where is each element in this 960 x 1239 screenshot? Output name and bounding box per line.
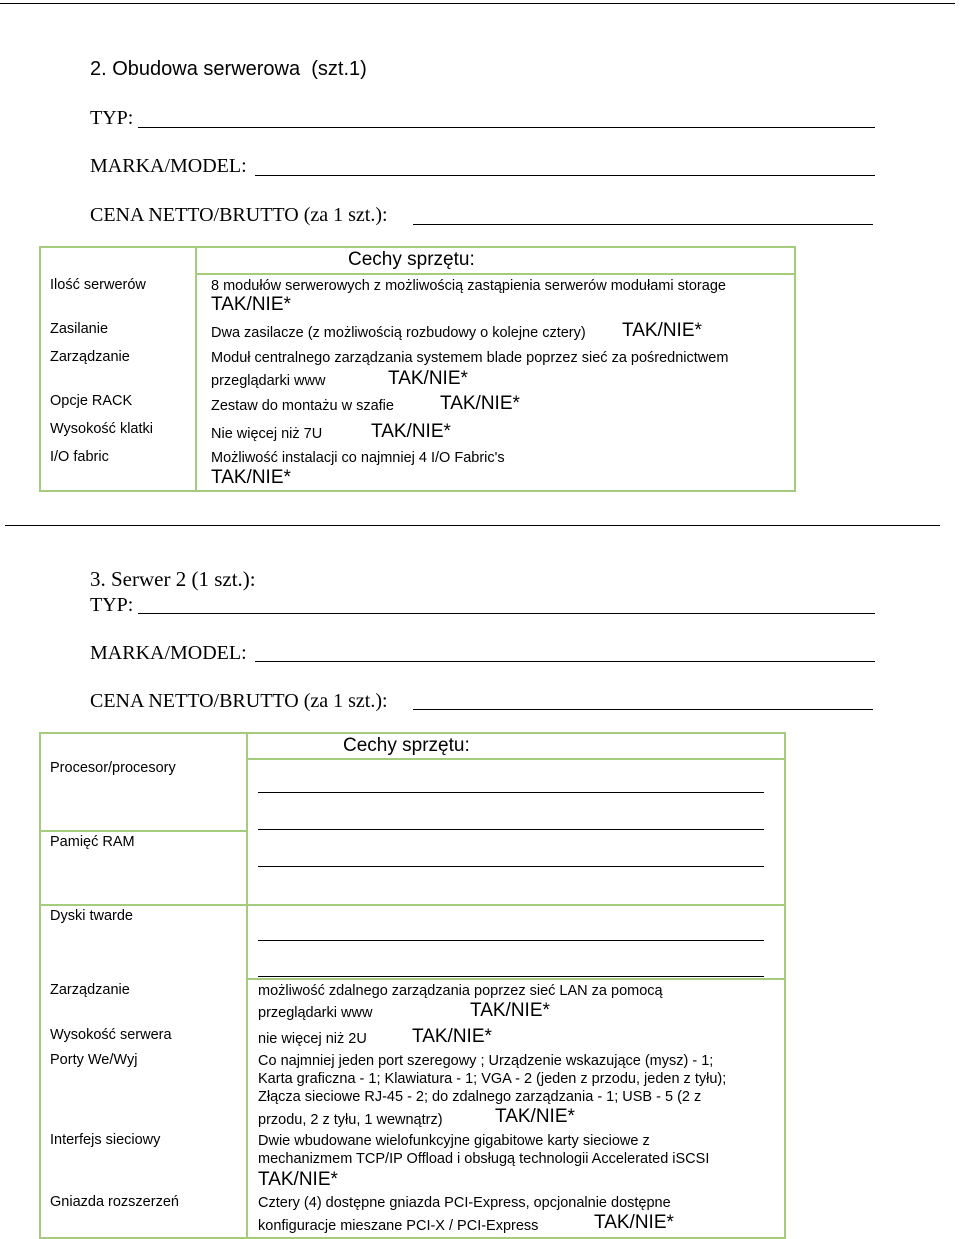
tak-nie: TAK/NIE*: [495, 1106, 575, 1127]
row-text: przeglądarki www: [211, 373, 326, 389]
row-text: Dwa zasilacze (z możliwością rozbudowy o kolejne cztery): [211, 325, 586, 341]
row-label: Zarządzanie: [50, 349, 130, 365]
marka-field[interactable]: [255, 661, 875, 662]
row-label: Procesor/procesory: [50, 760, 176, 776]
marka-label: MARKA/MODEL:: [90, 642, 247, 664]
row-text: przodu, 2 z tyłu, 1 wewnątrz): [258, 1112, 443, 1128]
row-label: Interfejs sieciowy: [50, 1132, 161, 1148]
row-label: Pamięć RAM: [50, 834, 135, 850]
row-label: Wysokość serwera: [50, 1027, 172, 1043]
row-text: Zestaw do montażu w szafie: [211, 398, 394, 414]
table-divider: [39, 904, 786, 906]
row-text: nie więcej niż 2U: [258, 1031, 367, 1047]
section2-heading: 2. Obudowa serwerowa (szt.1): [90, 58, 367, 80]
row-text: Co najmniej jeden port szeregowy ; Urządzenie wskazujące (mysz) - 1;: [258, 1053, 714, 1069]
answer-line[interactable]: [258, 866, 764, 867]
row-text: Złącza sieciowe RJ-45 - 2; do zdalnego zarządzania - 1; USB - 5 (2 z: [258, 1089, 702, 1105]
table-divider: [246, 978, 786, 980]
tak-nie: TAK/NIE*: [412, 1026, 492, 1047]
cena-field[interactable]: [413, 709, 873, 710]
typ-field[interactable]: [138, 127, 875, 128]
marka-field[interactable]: [255, 175, 875, 176]
row-label: Dyski twarde: [50, 908, 133, 924]
row-text: konfiguracje mieszane PCI-X / PCI-Express: [258, 1218, 539, 1234]
tak-nie: TAK/NIE*: [371, 421, 451, 442]
row-label: I/O fabric: [50, 449, 109, 465]
answer-line[interactable]: [258, 976, 764, 977]
row-text: Karta graficzna - 1; Klawiatura - 1; VGA - 2 (jeden z przodu, jeden z tyłu);: [258, 1071, 727, 1087]
answer-line[interactable]: [258, 829, 764, 830]
tak-nie: TAK/NIE*: [388, 368, 468, 389]
row-text: 8 modułów serwerowych z możliwością zastąpienia serwerów modułami storage: [211, 278, 726, 294]
tak-nie: TAK/NIE*: [622, 320, 702, 341]
answer-line[interactable]: [258, 792, 764, 793]
top-rule: [0, 3, 955, 4]
tak-nie: TAK/NIE*: [211, 294, 291, 315]
row-text: Moduł centralnego zarządzania systemem blade poprzez sieć za pośrednictwem: [211, 350, 729, 366]
row-label: Porty We/Wyj: [50, 1052, 138, 1068]
table-header: Cechy sprzętu:: [343, 735, 470, 756]
table-divider: [246, 758, 786, 760]
typ-label: TYP:: [90, 594, 134, 616]
cena-field[interactable]: [413, 224, 873, 225]
row-text: mechanizmem TCP/IP Offload i obsługą technologii Accelerated iSCSI: [258, 1151, 710, 1167]
table-divider: [195, 273, 796, 275]
row-label: Wysokość klatki: [50, 421, 154, 437]
row-label: Zarządzanie: [50, 982, 130, 998]
tak-nie: TAK/NIE*: [594, 1212, 674, 1233]
answer-line[interactable]: [258, 940, 764, 941]
typ-label: TYP:: [90, 107, 134, 129]
table-divider: [195, 246, 197, 492]
tak-nie: TAK/NIE*: [258, 1169, 338, 1190]
marka-label: MARKA/MODEL:: [90, 155, 247, 177]
table-divider: [246, 732, 248, 1239]
cena-label: CENA NETTO/BRUTTO (za 1 szt.):: [90, 690, 388, 712]
tak-nie: TAK/NIE*: [440, 393, 520, 414]
row-label: Zasilanie: [50, 321, 109, 337]
typ-field[interactable]: [138, 613, 875, 614]
tak-nie: TAK/NIE*: [211, 467, 291, 488]
row-label: Opcje RACK: [50, 393, 133, 409]
row-text: Cztery (4) dostępne gniazda PCI-Express, opcjonalnie dostępne: [258, 1195, 671, 1211]
table-divider: [39, 830, 248, 832]
cena-label: CENA NETTO/BRUTTO (za 1 szt.):: [90, 204, 388, 226]
row-text: przeglądarki www: [258, 1005, 373, 1021]
table-header: Cechy sprzętu:: [348, 249, 475, 270]
row-text: możliwość zdalnego zarządzania poprzez sieć LAN za pomocą: [258, 983, 663, 999]
row-text: Dwie wbudowane wielofunkcyjne gigabitowe karty sieciowe z: [258, 1133, 650, 1149]
section3-heading: 3. Serwer 2 (1 szt.):: [90, 567, 256, 591]
row-text: Nie więcej niż 7U: [211, 426, 323, 442]
row-label: Ilość serwerów: [50, 277, 146, 293]
section-separator: [5, 525, 940, 526]
row-text: Możliwość instalacji co najmniej 4 I/O Fabric's: [211, 450, 505, 466]
tak-nie: TAK/NIE*: [470, 1000, 550, 1021]
row-label: Gniazda rozszerzeń: [50, 1194, 179, 1210]
